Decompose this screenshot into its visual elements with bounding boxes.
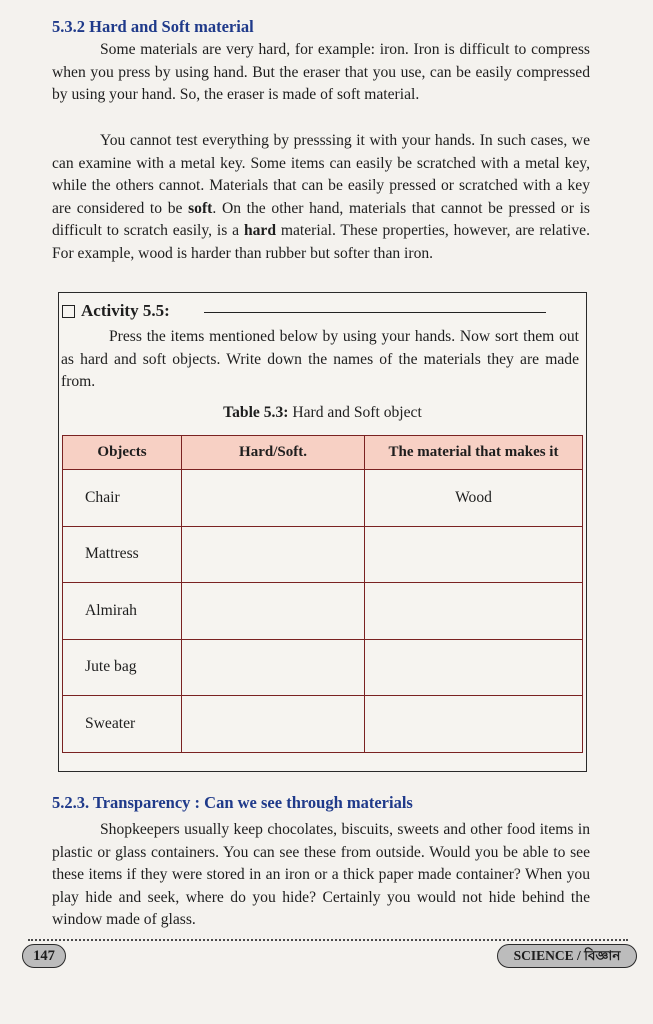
- checkbox-icon: [62, 305, 75, 318]
- hard-soft-cell: [182, 470, 365, 527]
- material-cell: [365, 696, 583, 753]
- hard-soft-cell: [182, 639, 365, 696]
- paragraph-text: . On the other hand, materials that cannot be pressed or is difficult to scratch easily, is a: [52, 199, 590, 240]
- paragraph-text: Some materials are very hard, for example: iron. Iron is difficult to compress when you press by using hand. But the eraser that you use, can be easily compressed by using your hand. So, the eraser is made of soft material.: [52, 41, 590, 104]
- material-cell: Wood: [365, 470, 583, 527]
- subsection-heading: 5.2.3. Transparency : Can we see through materials: [52, 793, 413, 812]
- table-row: [63, 526, 583, 583]
- paragraph-text: Shopkeepers usually keep chocolates, biscuits, sweets and other food items in plastic or glass containers. You can see these from outside. Would you be able to see these items if they were stored in an iron or a thick paper made container? When you play hide and seek, where do you hide? Certainly you would not hide behind the window made of glass.: [52, 821, 590, 929]
- table-caption-label: Table 5.3:: [223, 404, 289, 421]
- term-hard: hard: [243, 222, 277, 240]
- table-row: [63, 696, 583, 753]
- column-header-material: The material that makes it: [365, 436, 583, 470]
- activity-title: [62, 301, 170, 321]
- material-cell: [365, 639, 583, 696]
- activity-instructions: [61, 326, 579, 394]
- hard-soft-table: [62, 435, 583, 753]
- table-caption-text: Hard and Soft object: [288, 404, 422, 421]
- table-row: [63, 583, 583, 640]
- object-cell: Chair: [63, 470, 182, 527]
- book-label-badge: [497, 944, 637, 968]
- table-header-row: [63, 436, 583, 470]
- paragraph-text: You cannot test everything by presssing it with your hands. In such cases, we can examine with a metal key. Some items can easily be scratched with a metal key, while the others cannot. Materials that can be easily pressed or scratched with a key are considered to be: [52, 132, 590, 217]
- material-cell: [365, 526, 583, 583]
- column-header-objects: Objects: [63, 436, 182, 470]
- activity-title-rule: [204, 312, 546, 313]
- paragraph-transparency: [52, 819, 590, 932]
- page-number-badge: [22, 944, 66, 968]
- book-label: SCIENCE / বিজ্ঞান: [513, 947, 621, 963]
- hard-soft-cell: [182, 526, 365, 583]
- hard-soft-cell: [182, 696, 365, 753]
- footer-dotted-rule: [28, 939, 628, 941]
- object-cell: Mattress: [63, 526, 182, 583]
- column-header-hard-soft: Hard/Soft.: [182, 436, 365, 470]
- object-cell: Sweater: [63, 696, 182, 753]
- activity-title-text: Activity 5.5:: [81, 301, 170, 320]
- table-caption: [59, 404, 586, 422]
- material-cell: [365, 583, 583, 640]
- paragraph-hard-soft-test: [52, 130, 590, 266]
- table-row: [63, 639, 583, 696]
- section-heading: 5.3.2 Hard and Soft material: [52, 17, 254, 36]
- table-row: [63, 470, 583, 527]
- hard-soft-cell: [182, 583, 365, 640]
- term-soft: soft: [188, 199, 213, 217]
- activity-box: [58, 292, 587, 772]
- page-number: 147: [33, 947, 55, 964]
- paragraph-hard-soft-intro: [52, 39, 590, 107]
- paragraph-text: material. These properties, however, are relative. For example, wood is harder than rubber but softer than iron.: [52, 222, 590, 262]
- object-cell: Jute bag: [63, 639, 182, 696]
- object-cell: Almirah: [63, 583, 182, 640]
- activity-text: Press the items mentioned below by using your hands. Now sort them out as hard and soft objects. Write down the names of the materials they are made from.: [61, 328, 579, 391]
